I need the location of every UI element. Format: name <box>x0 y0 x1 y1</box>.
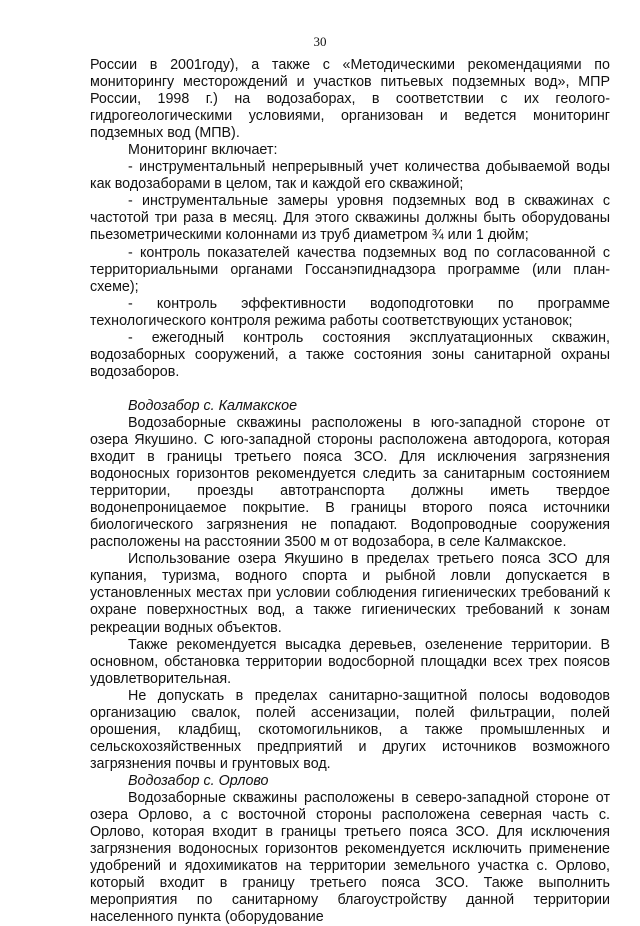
paragraph: Использование озера Якушино в пределах третьего пояса ЗСО для купания, туризма, водного спорта и рыбной ловли допускается в установленных местах при условии соблюдения гигиенических требований к охране поверхностных вод, а также гигиенических требований к зонам рекреации водных объектов. <box>90 551 610 636</box>
list-item: - ежегодный контроль состояния эксплуатационных скважин, водозаборных сооружений, а также состояния зоны санитарной охраны водозаборов. <box>90 329 610 380</box>
list-item: - инструментальный непрерывный учет количества добываемой воды как водозаборами в целом, так и каждой его скважиной; <box>90 159 610 193</box>
paragraph: Также рекомендуется высадка деревьев, озеленение территории. В основном, обстановка территории водосборной площадки всех трех поясов удовлетворительная. <box>90 636 610 687</box>
list-item: - контроль эффективности водоподготовки по программе технологического контроля режима работы соответствующих установок; <box>90 295 610 329</box>
page-number: 30 <box>313 34 327 49</box>
paragraph-monitoring-includes: Мониторинг включает: <box>128 142 278 159</box>
section-heading-kalmakskoe: Водозабор с. Калмакское <box>128 397 298 414</box>
document-body <box>90 57 610 926</box>
list-item: - инструментальные замеры уровня подземных вод в скважинах с частотой три раза в месяц. Для этого скважины должны быть оборудованы пьезометрическими колоннами из труб диаметром ¾ или 1 дюйм; <box>90 193 610 244</box>
paragraph: Водозаборные скважины расположены в юго-западной стороне от озера Якушино. С юго-западной стороны расположена автодорога, которая входит в границы третьего пояса ЗСО. Для исключения загрязнения водоносных горизонтов рекомендуется следить за санитарным состоянием территории, проезды автотранспорта должны иметь твердое водонепроницаемое покрытие. В границы второго пояса источники биологического загрязнения не попадают. Водопроводные сооружения расположены на расстоянии 3500 м от водозабора, в селе Калмакское. <box>90 414 610 551</box>
section-heading-orlovo: Водозабор с. Орлово <box>128 772 269 789</box>
paragraph-intro: России в 2001году), а также с «Методическими рекомендациями по мониторингу месторождений и участков питьевых подземных вод», МПР России, 1998 г.) на водозаборах, в соответствии с их геолого-гидрогеологическими условиями, организован и ведется мониторинг подземных вод (МПВ). <box>90 57 610 142</box>
paragraph: Водозаборные скважины расположены в северо-западной стороне от озера Орлово, а с восточной стороны расположена северная часть с. Орлово, которая входит в границы третьего пояса ЗСО. Для исключения загрязнения водоносных горизонтов рекомендуется исключить применение удобрений и ядохимикатов на территории земельного участка с. Орлово, который входит в границу третьего пояса ЗСО. Также выполнить мероприятия по санитарному благоустройству данной территории населенного пункта (оборудование <box>90 789 610 926</box>
list-item: - контроль показателей качества подземных вод по согласованной с территориальными органами Госсанэпиднадзора программе (или план-схеме); <box>90 244 610 295</box>
paragraph: Не допускать в пределах санитарно-защитной полосы водоводов организацию свалок, полей ассенизации, полей фильтрации, полей орошения, кладбищ, скотомогильников, а также промышленных и сельскохозяйственных предприятий и других источников возможного загрязнения почвы и грунтовых вод. <box>90 687 610 772</box>
